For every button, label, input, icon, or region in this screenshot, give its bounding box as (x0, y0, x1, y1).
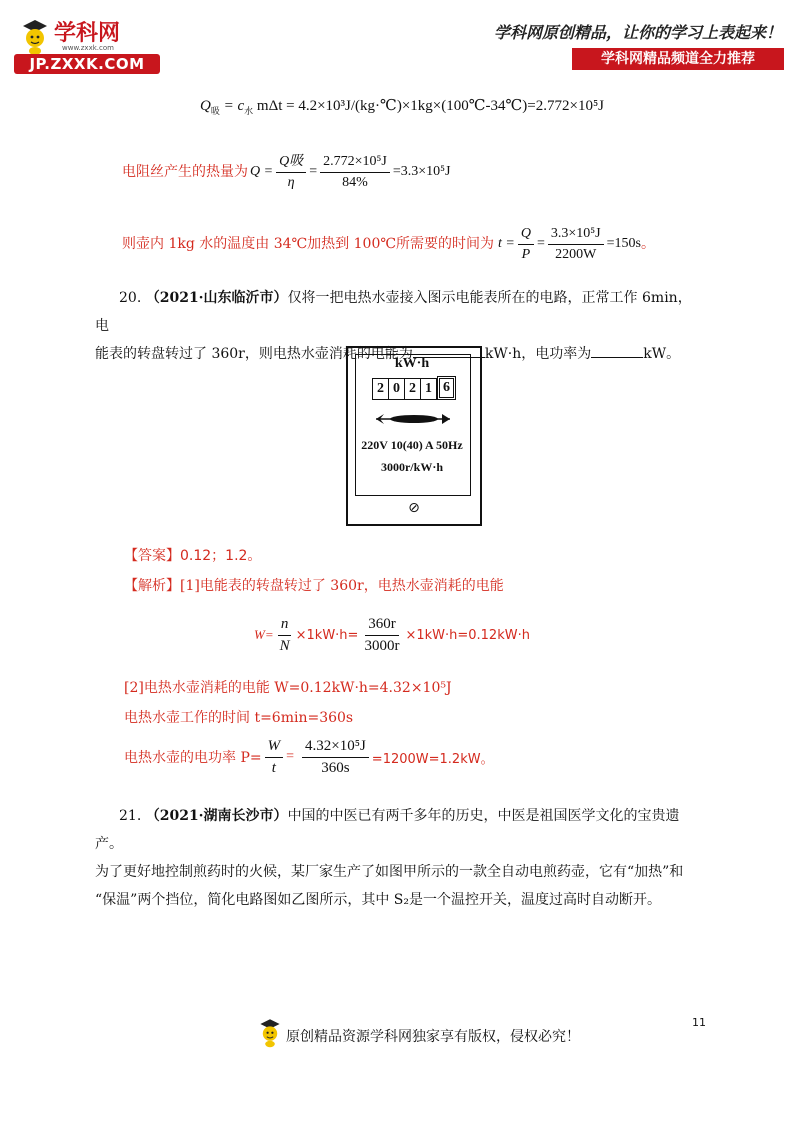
question-21-text: 21. （2021·湖南长沙市）中国的中医已有两千多年的历史，中医是祖国医学文化的宝贵遗产。 为了更好地控制煎药时的火候，某厂家生产了如图甲所示的一款全自动电煎药壶，它有“加热”和 “保温”两个挡位，简化电路图如乙图所示，其中 S₂是一个温控开关，温度过高时自动断开。 (95, 808, 684, 908)
answer-blank-power[interactable] (591, 343, 643, 358)
solution-line-heating-time: 则壶内 1kg 水的温度由 34℃加热到 100℃所需要的时间为 t = $\frac{Q}{P}$ = $\frac{\text{3.3×10⁵J}}{2200W}$ =150s 。 (122, 226, 655, 262)
meter-rotating-disc-icon (374, 410, 454, 428)
meter-digit: 0 (389, 378, 405, 400)
analysis-line-1: 【解析】[1]电能表的转盘转过了 360r，电热水壶消耗的电能 (124, 578, 504, 594)
question-20-text: 20. （2021·山东临沂市）仅将一把电热水壶接入图示电能表所在的电路，正常工作 6min，电 能表的转盘转过了 360r，则电热水壶消耗的电能为 kW·h，电功率为 kW。 (95, 290, 692, 362)
logo-small-url: www.zxxk.com (62, 44, 114, 52)
meter-digit: 2 (372, 378, 389, 400)
meter-base-symbol: ⊘ (408, 500, 420, 516)
electric-meter-figure (346, 346, 482, 526)
meter-constant: 3000r/kW·h (380, 460, 443, 474)
analysis-calc-power: 电热水壶的电功率 P= $\frac{W}{t}$ = $\frac{\text{4.32×10⁵J}}{360s}$ =1200W=1.2kW。 (124, 738, 494, 776)
meter-digit: 1 (421, 378, 437, 400)
header-slogan: 学科网原创精品，让你的学习上表起来！ (493, 23, 782, 42)
solution-line-q-absorbed: $Q_吸 = c_水$ mΔt = 4.2×10³J/(kg·℃)×1kg×(100℃-34℃)=2.772×10⁵J (200, 98, 605, 116)
page-number: 11 (692, 1016, 706, 1029)
analysis-calc-energy: W= $\frac{n}{N}$ ×1kW·h= $\frac{360r}{3000r}$ ×1kW·h=0.12kW·h (254, 616, 530, 654)
meter-digit: 2 (405, 378, 421, 400)
header-badge: 学科网精品频道全力推荐 (572, 48, 784, 70)
logo-url-badge: JP.ZXXK.COM (14, 54, 160, 74)
footer-mascot-icon (258, 1016, 282, 1048)
meter-digit-row (372, 378, 454, 400)
meter-digit-decimal: 6 (439, 378, 454, 398)
meter-unit: kW·h (394, 356, 430, 371)
logo-text: 学科网 (54, 21, 121, 46)
mascot-icon (20, 16, 50, 56)
answer-line: 【答案】0.12；1.2。 (124, 548, 262, 564)
analysis-line-2: [2]电热水壶消耗的电能 W=0.12kW·h=4.32×10⁵J (124, 680, 452, 696)
footer-copyright: 原创精品资源学科网独家享有版权，侵权必究！ (286, 1029, 580, 1045)
analysis-line-3: 电热水壶工作的时间 t=6min=360s (124, 710, 354, 726)
header-logo (14, 14, 164, 76)
meter-rating: 220V 10(40) A 50Hz (361, 438, 463, 452)
solution-line-heat-generated: 电阻丝产生的热量为 Q = $\frac{\text{Q吸}}{\eta}$ = $\frac{\text{2.772×10⁵J}}{84\%}$ =3.3×10⁵J (122, 154, 451, 190)
